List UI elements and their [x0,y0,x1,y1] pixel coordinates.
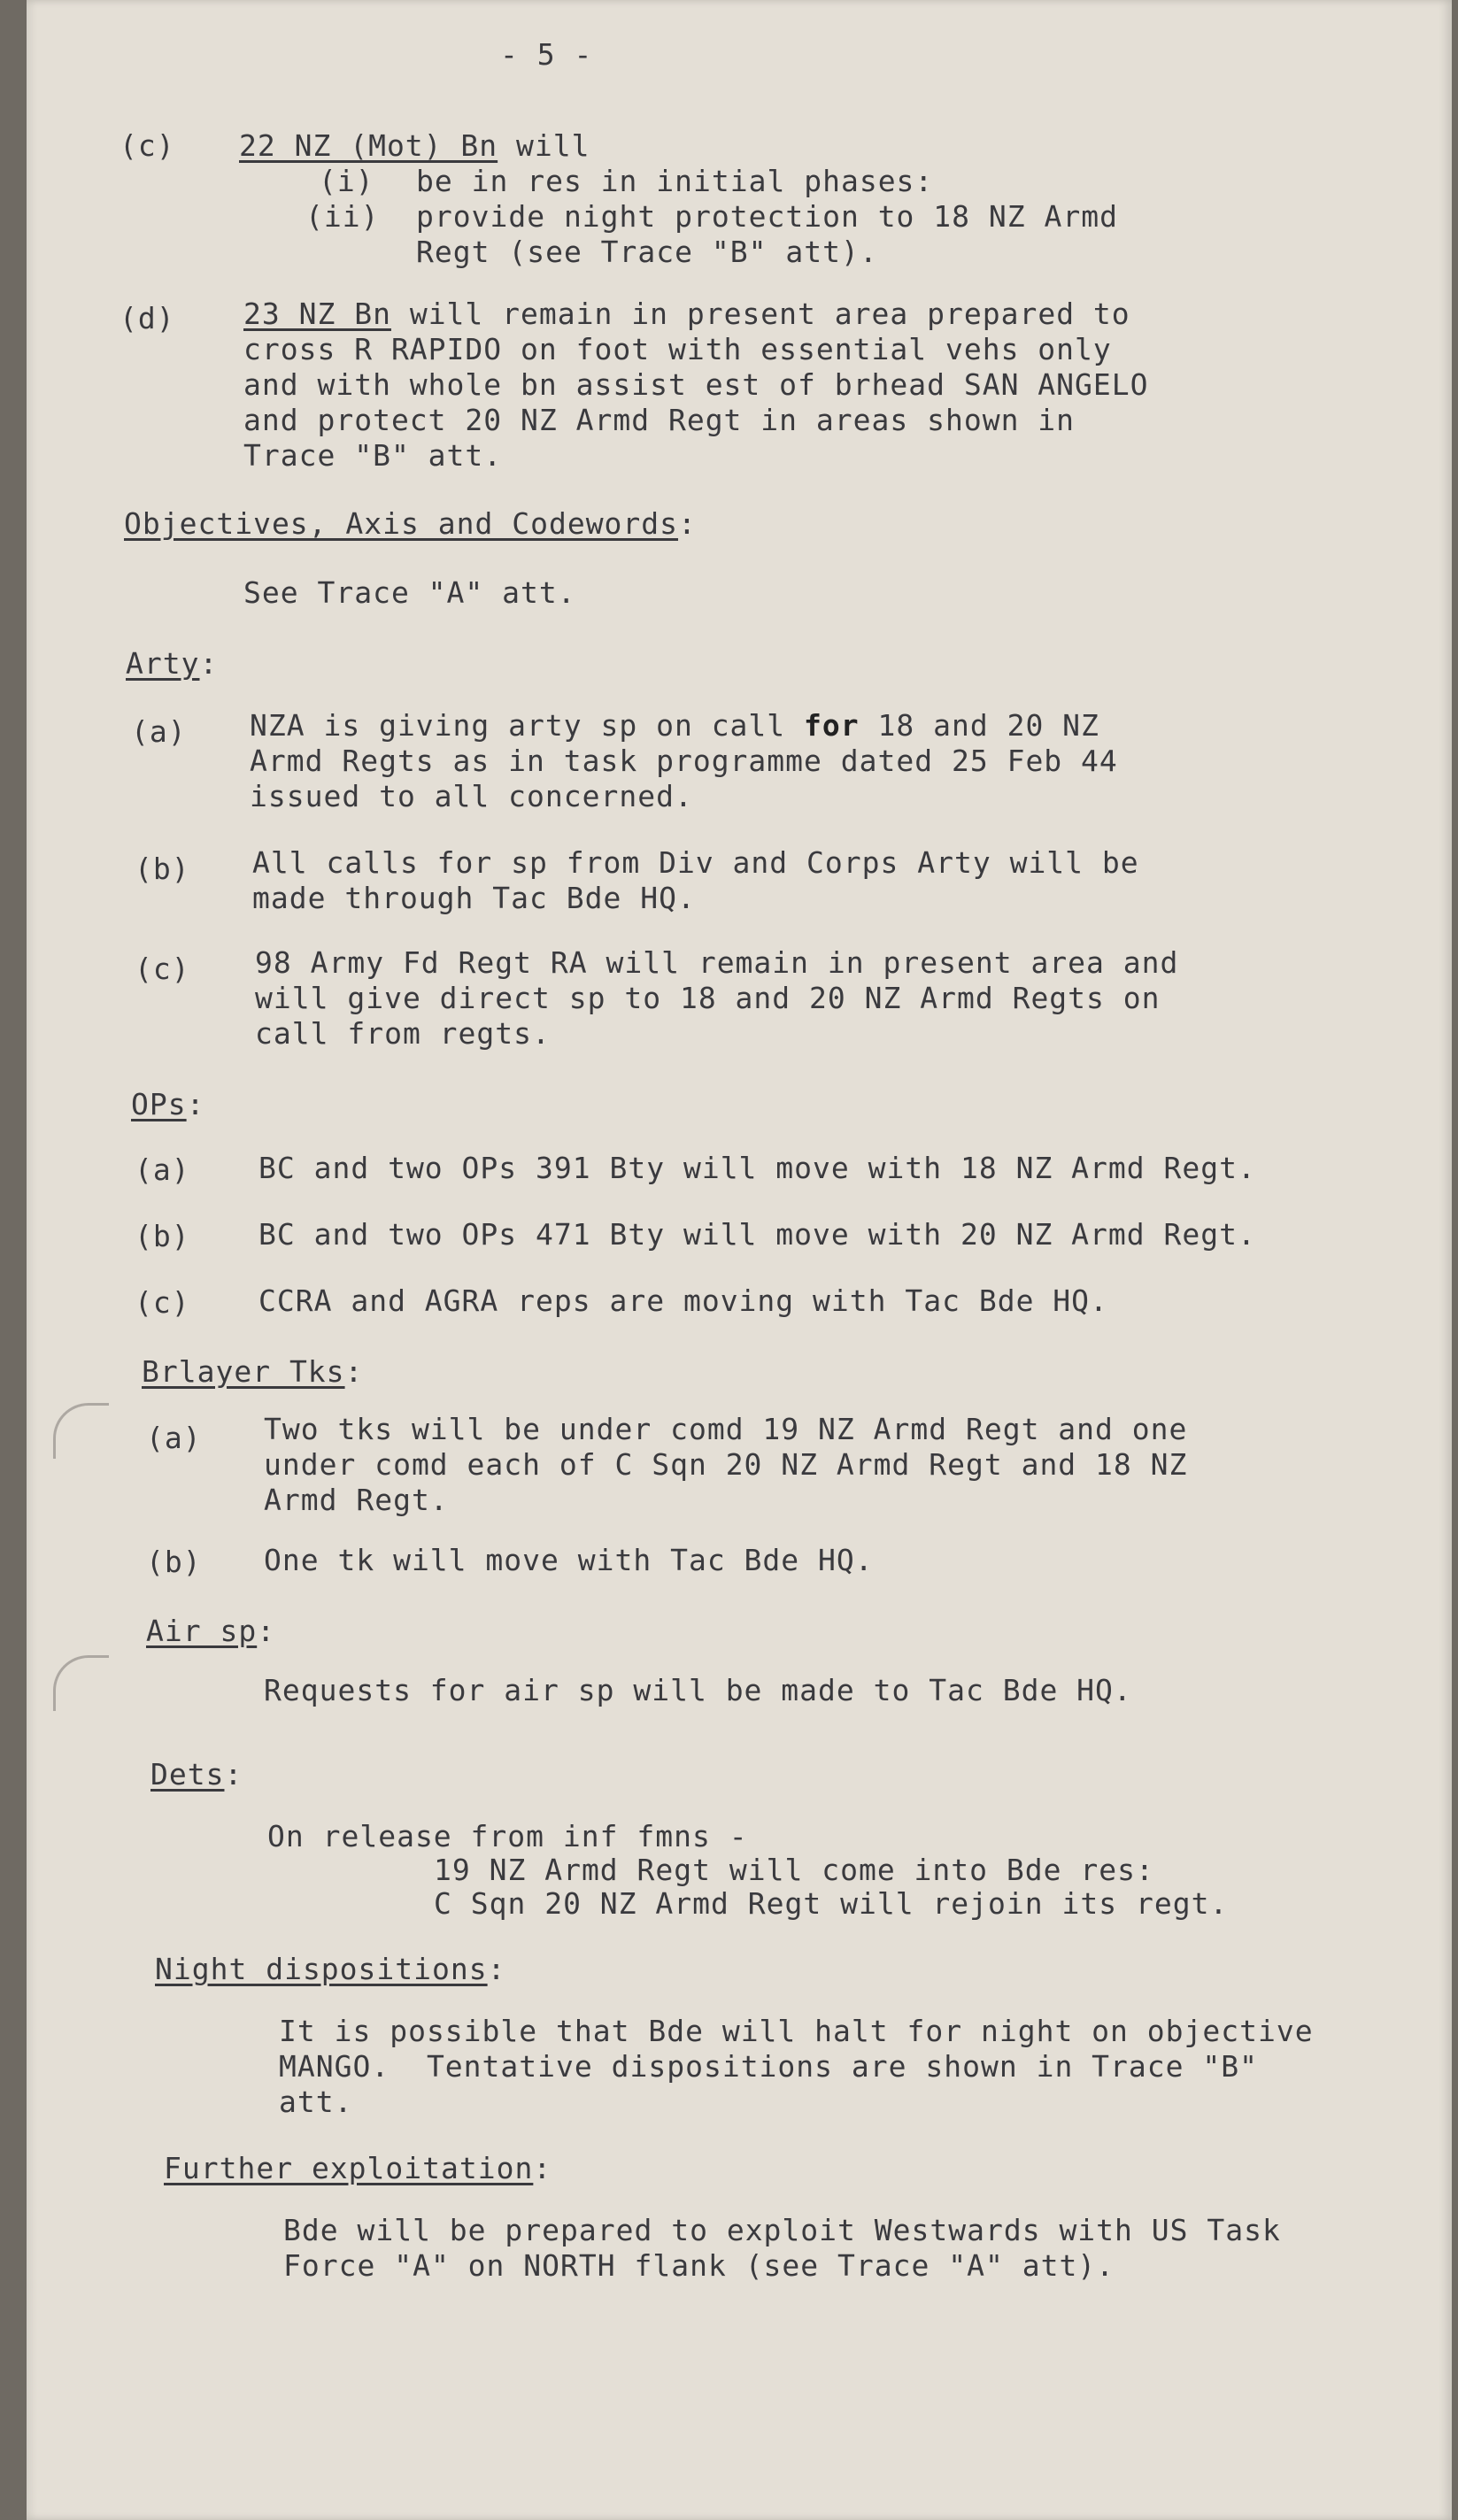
paragraph-line: att. [279,2085,353,2119]
paragraph-line: 19 NZ Armd Regt will come into Bde res: [434,1853,1154,1887]
paragraph-line: Bde will be prepared to exploit Westwards with US Task [283,2213,1281,2247]
section-heading [131,1087,204,1122]
paragraph-line [243,297,1130,332]
heading-text: Brlayer Tks [142,1354,345,1389]
paragraph-line: Two tks will be under comd 19 NZ Armd Regt and one [264,1412,1188,1446]
item-label: (b) [135,1219,190,1253]
heading-text: OPs [131,1087,187,1121]
paragraph-line: Force "A" on NORTH flank (see Trace "A" att). [283,2248,1115,2283]
text-span: : [224,1757,243,1792]
text-span: : [257,1614,276,1648]
paragraph-line: MANGO. Tentative dispositions are shown in Trace "B" [279,2049,1258,2084]
section-heading [142,1354,363,1390]
item-label: (c) [135,952,190,986]
text-span: : [199,646,219,681]
text-span: 18 and 20 NZ [859,708,1099,743]
item-label: (b) [146,1545,202,1579]
heading-text: Night dispositions [155,1952,488,1986]
paragraph-line: C Sqn 20 NZ Armd Regt will rejoin its regt. [434,1886,1229,1921]
item-label: (d) [120,301,175,335]
paragraph-line: and with whole bn assist est of brhead SAN ANGELO [243,367,1149,402]
margin-pencil-mark [53,1403,109,1459]
paragraph-line [250,708,1099,744]
item-label: (b) [135,852,190,886]
paragraph-line: BC and two OPs 391 Bty will move with 18 NZ Armd Regt. [258,1151,1256,1185]
item-label: (a) [131,714,187,749]
paragraph-line: provide night protection to 18 NZ Armd [416,199,1118,234]
paragraph-line: BC and two OPs 471 Bty will move with 20 NZ Armd Regt. [258,1217,1256,1252]
section-heading [164,2151,552,2186]
margin-pencil-mark [53,1655,109,1711]
sub-item-label: (ii) [305,199,380,234]
heading-text: Arty [126,646,200,681]
paragraph-line: call from regts. [255,1016,551,1051]
paragraph-line: will give direct sp to 18 and 20 NZ Armd Regts on [255,981,1161,1015]
section-heading [150,1757,243,1792]
sub-item-label: (i) [319,164,374,198]
paragraph-line: made through Tac Bde HQ. [252,881,696,915]
paragraph-line: Trace "B" att. [243,438,503,473]
paragraph-line: See Trace "A" att. [243,575,576,610]
item-label: (a) [135,1152,190,1187]
paragraph-line: be in res in initial phases: [416,164,934,198]
section-heading [126,646,218,682]
paragraph-line: Armd Regt. [264,1483,449,1517]
paragraph-line: Requests for air sp will be made to Tac Bde HQ. [264,1673,1132,1707]
item-label: (c) [120,128,175,163]
text-span: : [533,2151,552,2185]
paragraph-line: under comd each of C Sqn 20 NZ Armd Regt and 18 NZ [264,1447,1188,1482]
section-heading [146,1614,275,1649]
text-span: will remain in present area prepared to [390,297,1130,331]
paragraph-line: CCRA and AGRA reps are moving with Tac Bde HQ. [258,1283,1108,1318]
paragraph-line: and protect 20 NZ Armd Regt in areas shown in [243,403,1076,437]
paragraph-line: Regt (see Trace "B" att). [416,235,878,269]
paragraph-line: On release from inf fmns - [267,1819,748,1853]
heading-text: Objectives, Axis and Codewords [124,506,679,541]
paragraph-line: cross R RAPIDO on foot with essential vehs only [243,332,1112,366]
section-heading [155,1952,506,1987]
paragraph-line: Armd Regts as in task programme dated 25 Feb 44 [250,744,1118,778]
page-number: - 5 - [500,37,593,72]
item-label: (a) [146,1421,202,1455]
text-span: : [186,1087,205,1121]
paragraph-line [239,128,590,164]
heading-text: Dets [150,1757,225,1792]
document-page [27,0,1452,2520]
text-span: : [344,1354,364,1389]
heading-text: Air sp [146,1614,258,1648]
paragraph-line: All calls for sp from Div and Corps Arty will be [252,845,1139,880]
unit-name: 23 NZ Bn [243,297,391,331]
paragraph-line: 98 Army Fd Regt RA will remain in present area and [255,945,1179,980]
text-span: NZA is giving arty sp on call [250,708,805,743]
text-span: : [678,506,697,541]
unit-name: 22 NZ (Mot) Bn [239,128,498,163]
paragraph-line: issued to all concerned. [250,779,693,813]
text-span: will [498,128,590,163]
text-span: for [804,708,860,743]
heading-text: Further exploitation [164,2151,534,2185]
paragraph-line: It is possible that Bde will halt for night on objective [279,2014,1314,2048]
text-span: : [487,1952,506,1986]
item-label: (c) [135,1285,190,1320]
paragraph-line: One tk will move with Tac Bde HQ. [264,1543,874,1577]
section-heading [124,506,697,542]
